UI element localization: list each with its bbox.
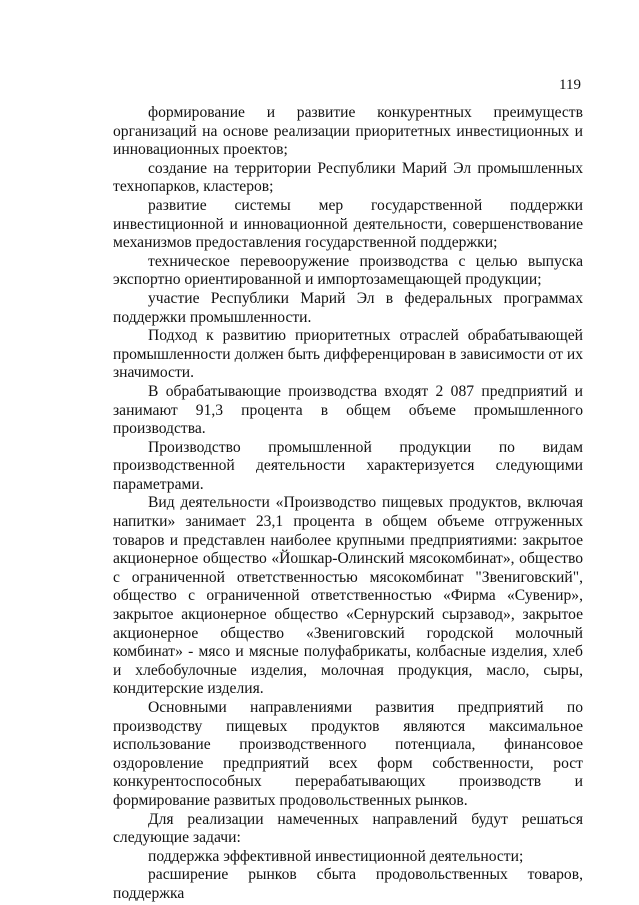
paragraph: Основными направлениями развития предприятий по производству пищевых продуктов являются максимальное использование производственного потенциала, финансовое оздоровление предприятий всех форм собственности, рост конкурентоспособных перерабатывающих производств и формирование развитых продовольственных рынков. [113, 699, 583, 809]
paragraph: формирование и развитие конкурентных преимуществ организаций на основе реализации приоритетных инвестиционных и инновационных проектов; [113, 104, 583, 159]
paragraph: создание на территории Республики Марий Эл промышленных технопарков, кластеров; [113, 159, 583, 196]
paragraph: расширение рынков сбыта продовольственных товаров, поддержка [113, 866, 583, 902]
paragraph: Вид деятельности «Производство пищевых продуктов, включая напитки» занимает 23,1 процента в общем объеме отгруженных товаров и представлен наиболее крупными предприятиями: закрытое акционерное общество «Йошкар-Олинский мясокомбинат», общество с ограниченной ответственностью мясокомбинат "Звениговский", общество с ограниченной ответственностью «Фирма «Сувенир», закрытое акционерное общество «Сернурский сырзавод», закрытое акционерное общество «Звениговский городской молочный комбинат» - мясо и мясные полуфабрикаты, колбасные изделия, хлеб и хлебобулочные изделия, молочная продукция, масло, сыры, кондитерские изделия. [113, 494, 583, 698]
paragraph: Для реализации намеченных направлений будут решаться следующие задачи: [113, 810, 583, 847]
paragraph: развитие системы мер государственной поддержки инвестиционной и инновационной деятельности, совершенствование механизмов предоставления государственной поддержки; [113, 196, 583, 252]
paragraph: поддержка эффективной инвестиционной деятельности; [148, 847, 524, 865]
paragraph: участие Республики Марий Эл в федеральных программах поддержки промышленности. [113, 289, 583, 326]
paragraph: Подход к развитию приоритетных отраслей обрабатывающей промышленности должен быть дифференцирован в зависимости от их значимости. [113, 327, 583, 382]
page-number: 119 [559, 77, 581, 93]
paragraph: В обрабатывающие производства входят 2 087 предприятий и занимают 91,3 процента в общем объеме промышленного производства. [113, 382, 583, 438]
body-text [113, 104, 583, 904]
paragraph: техническое перевооружение производства с целью выпуска экспортно ориентированной и импортозамещающей продукции; [113, 252, 583, 289]
paragraph: Производство промышленной продукции по видам производственной деятельности характеризуется следующими параметрами. [113, 438, 583, 493]
